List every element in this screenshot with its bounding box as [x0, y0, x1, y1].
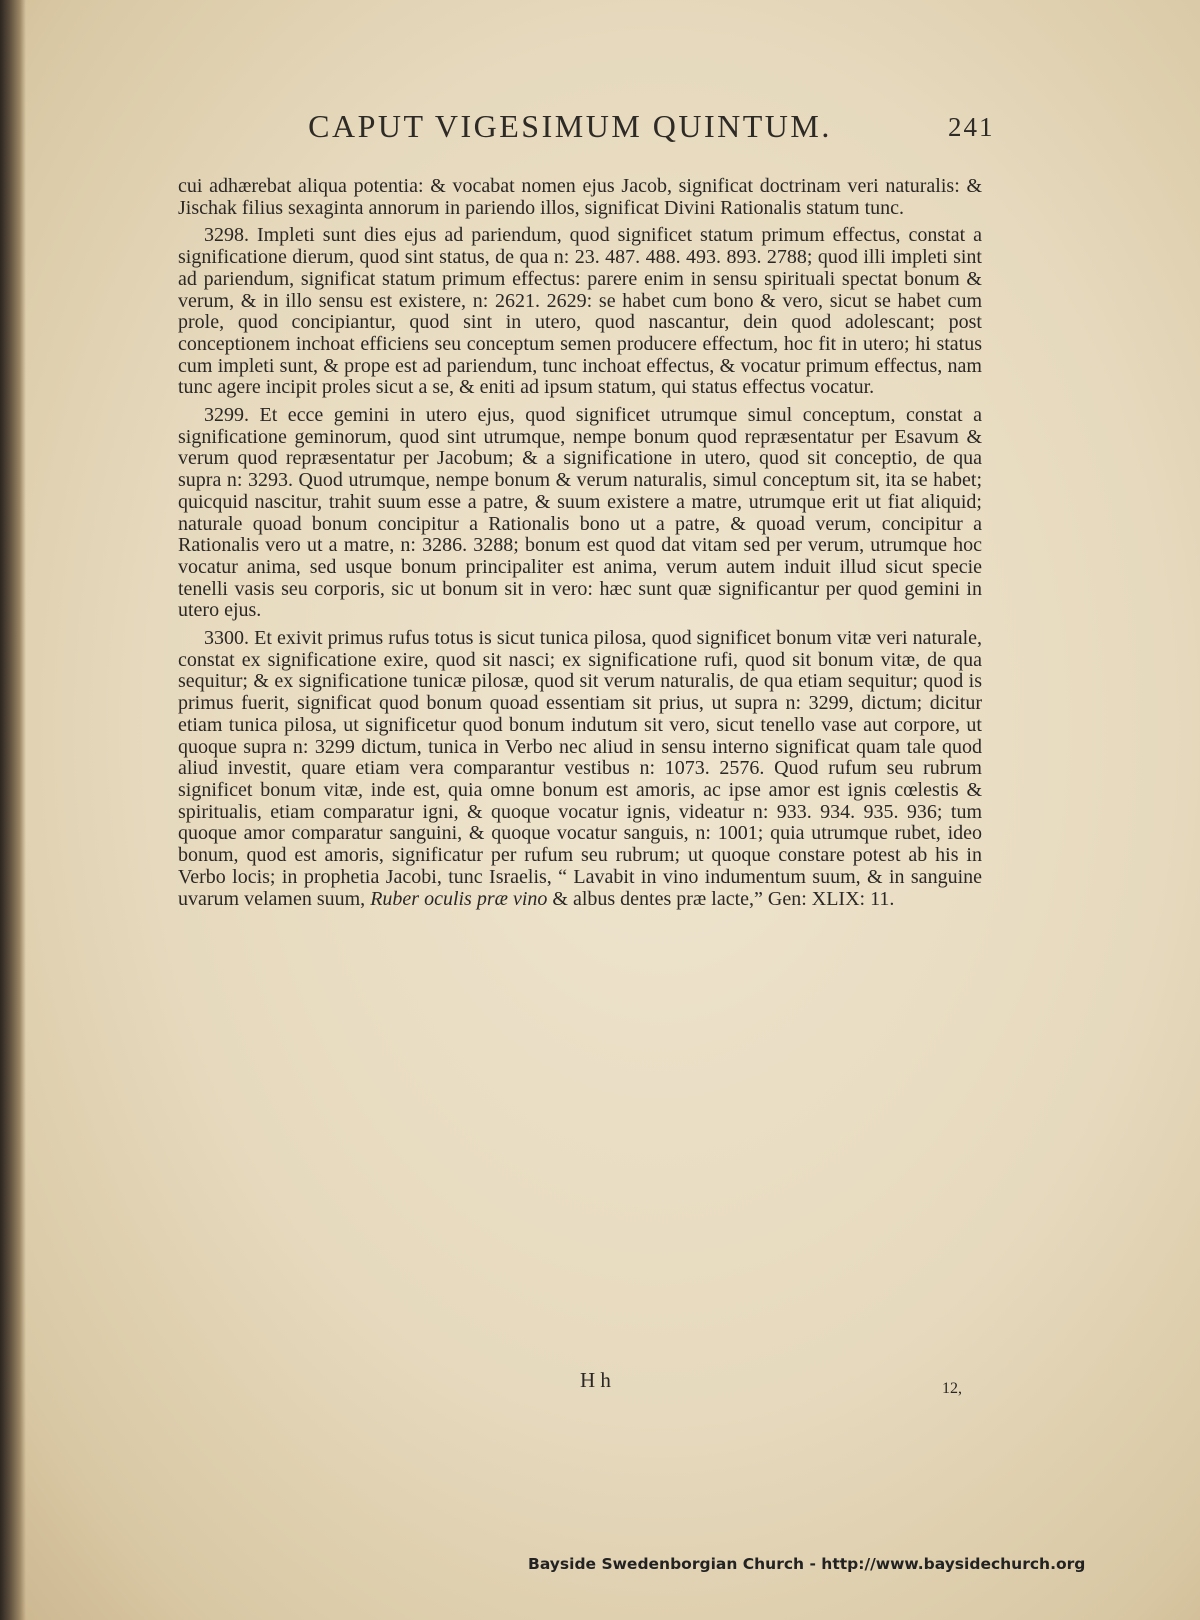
book-gutter-shadow — [0, 0, 26, 1620]
chapter-title: CAPUT VIGESIMUM QUINTUM. — [308, 108, 832, 144]
scripture-reference: & albus dentes præ lacte,” Gen: XLIX: 11. — [547, 887, 895, 910]
paragraph-3300 — [178, 628, 982, 910]
body-text — [178, 176, 982, 910]
paragraph-3299: 3299. Et ecce gemini in utero ejus, quod significet utrumque simul conceptum, constat a significatione geminorum, quod sint utrumque, nempe bonum quod repræsentatur per Esavum & verum quod repræsentatur per Jacobum; & a significatione in utero, quod sit conceptio, de qua supra n: 3293. Quod utrumque, nempe bonum & verum naturalis, simul conceptum sit, ita se habet; quicquid nascitur, trahit suum esse a patre, & suum existere a matre, utrumque erit ut fiat aliquid; naturale quoad bonum concipitur a Rationalis bono ut a patre, & quoad verum, concipitur a Rationalis vero ut a matre, n: 3286. 3288; bonum est quod dat vitam sed per verum, utrumque hoc vocatur anima, sed usque bonum principaliter est anima, verum autem induit illud sicut specie tenelli vasis seu corporis, sic ut bonum sit in vero: hæc sunt quæ significantur per quod gemini in utero ejus. — [178, 404, 982, 622]
page-number: 241 — [948, 112, 995, 142]
running-header — [240, 108, 1000, 158]
signature-mark: H h — [580, 1368, 611, 1392]
scripture-quote-italic: Ruber oculis præ vino — [370, 887, 548, 910]
paragraph-continuation: cui adhærebat aliqua potentia: & vocabat nomen ejus Jacob, significat doctrinam veri naturalis: & Jischak filius sexaginta annorum in pariendo illos, significat Divini Rationalis statum tunc. — [178, 175, 982, 219]
catchword: 12, — [942, 1380, 962, 1397]
paragraph-3298: 3298. Impleti sunt dies ejus ad pariendum, quod significet statum primum effectus, constat a significatione dierum, quod sint status, de qua n: 23. 487. 488. 493. 893. 2788; quod illi impleti sint ad pariendum, significat statum primum effectus: parere enim in sensu spirituali spectat bonum & verum, & in illo sensu est existere, n: 2621. 2629: se habet cum bono & vero, sicut se habet cum prole, quod concipiantur, quod sint in utero, quod nascantur, dein quod adolescant; post conceptionem inchoat efficiens seu conceptum semen producere effectum, hoc fit in utero; hi status cum impleti sunt, & prope est ad pariendum, tunc inchoat effectus, & vocatur primum effectus, nam tunc agere incipit proles sicut a se, & eniti ad ipsum statum, qui status effectus vocatur. — [178, 224, 982, 399]
paragraph-3300-text: 3300. Et exivit primus rufus totus is sicut tunica pilosa, quod significet bonum vitæ veri naturale, constat ex significatione exire, quod sit nasci; ex significatione rufi, quod sit bonum vitæ, de qua sequitur; & ex significatione tunicæ pilosæ, quod sit verum naturalis, de qua etiam sequitur; quod is primus fuerit, significat quod bonum quoad essentiam sit prius, ut supra n: 3299, dictum; dicitur etiam tunica pilosa, ut significetur quod bonum indutum sit vero, sicut tenello vase aut corpore, ut quoque supra n: 3299 dictum, tunica in Verbo nec aliud in sensu interno significat quam tale quod aliud investit, quare etiam vera comparantur vestibus n: 1073. 2576. Quod rufum seu rubrum significet bonum vitæ, inde est, quia omne bonum est amoris, ac ipse amor est ignis cœlestis & spiritualis, etiam comparatur igni, & quoque vocatur ignis, videatur n: 933. 934. 935. 936; tum quoque amor comparatur sanguini, & quoque vocatur sanguis, n: 1001; quia utrumque rubet, ideo bonum, quod est amoris, significatur per rufum seu rubrum; ut quoque constare potest ab his in Verbo locis; in prophetia Jacobi, tunc Israelis, “ Lavabit in vino indumentum suum, & in sanguine uvarum velamen suum, — [178, 627, 982, 910]
source-credit: Bayside Swedenborgian Church - http://www.baysidechurch.org — [528, 1555, 1086, 1573]
